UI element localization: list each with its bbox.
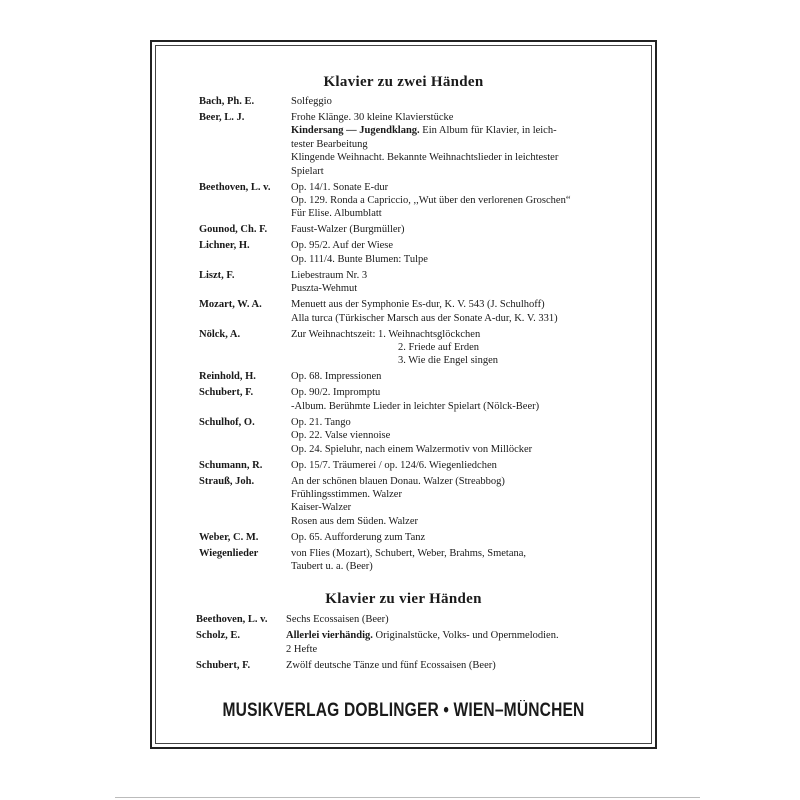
work-line [291, 312, 558, 326]
work-line [398, 354, 498, 368]
work-text: Zwölf deutsche Tänze und fünf Ecossaisen (Beer) [286, 660, 496, 671]
work-line [291, 124, 557, 138]
work-line [291, 488, 402, 502]
work-text: Faust-Walzer (Burgmüller) [291, 224, 405, 236]
work-text: Frühlingsstimmen. Walzer [291, 489, 402, 500]
work-text: Op. 68. Impressionen [291, 371, 382, 383]
work-text: Taubert u. a. (Beer) [291, 561, 373, 573]
composer-name: Wiegenlieder [199, 547, 259, 559]
work-text: Puszta-Wehmut [291, 283, 358, 295]
work-text: tester Bearbeitung [291, 138, 368, 150]
work-text: Liebestraum Nr. 3 [291, 269, 368, 281]
work-text: Ein Album für Klavier, in leich- [419, 125, 557, 137]
work-line [291, 253, 428, 267]
work-text: Op. 15/7. Träumerei / op. 124/6. Wiegenliedchen [291, 459, 497, 471]
work-text: Op. 21. Tango [291, 416, 351, 428]
composer-name: Nölck, A. [199, 328, 241, 340]
work-line [291, 207, 382, 221]
work-line [291, 298, 545, 312]
publisher-footer: MUSIKVERLAG DOBLINGER • WIEN–MÜNCHEN [222, 700, 585, 721]
work-line [291, 416, 351, 430]
composer-name: Lichner, H. [199, 240, 250, 252]
work-text: Für Elise. Albumblatt [291, 208, 382, 220]
work-text: Op. 129. Ronda a Capriccio, ,,Wut über den verlorenen Groschen“ [291, 195, 571, 206]
work-text: Op. 95/2. Auf der Wiese [291, 240, 394, 252]
work-line [286, 643, 317, 657]
composer-name: Schubert, F. [199, 387, 254, 399]
work-line [286, 613, 389, 627]
work-text: Op. 14/1. Sonate E-dur [291, 181, 389, 193]
composer-name: Bach, Ph. E. [199, 96, 255, 107]
work-text: Solfeggio [291, 96, 332, 107]
work-text: Sechs Ecossaisen (Beer) [286, 614, 389, 625]
work-line [291, 475, 505, 489]
work-text: Op. 90/2. Impromptu [291, 387, 381, 399]
work-line [291, 95, 332, 109]
work-line [291, 269, 367, 283]
work-line [291, 386, 380, 400]
work-line [291, 560, 373, 574]
composer-name: Mozart, W. A. [199, 299, 262, 311]
work-line [291, 547, 526, 561]
work-text: Alla turca (Türkischer Marsch aus der Sonate A-dur, K. V. 331) [291, 312, 558, 324]
work-text: Spielart [291, 165, 324, 177]
work-text: Menuett aus der Symphonie Es-dur, K. V. 543 (J. Schulhoff) [291, 299, 545, 311]
composer-name: Gounod, Ch. F. [199, 224, 268, 236]
work-line [291, 443, 532, 457]
composer-name: Beer, L. J. [199, 112, 245, 123]
work-line [291, 459, 497, 473]
work-title-bold: Kindersang — Jugendklang. [291, 125, 420, 137]
composer-name: Weber, C. M. [199, 531, 259, 543]
work-text: Klingende Weihnacht. Bekannte Weihnachtslieder in leichtester [291, 152, 559, 164]
work-line [291, 400, 539, 414]
work-text: Frohe Klänge. 30 kleine Klavierstücke [291, 112, 454, 123]
composer-name: Reinhold, H. [199, 371, 256, 383]
work-line [291, 282, 357, 296]
composer-name: Schubert, F. [196, 660, 251, 671]
composer-name: Beethoven, L. v. [199, 181, 271, 193]
work-line [291, 223, 405, 237]
work-line [291, 328, 480, 342]
work-line [291, 515, 418, 529]
work-text: Op. 22. Valse viennoise [291, 430, 391, 442]
work-line [291, 181, 388, 195]
work-line [291, 151, 558, 165]
work-text: Op. 111/4. Bunte Blumen: Tulpe [291, 253, 428, 265]
composer-name: Scholz, E. [196, 630, 241, 642]
work-text: Op. 24. Spieluhr, nach einem Walzermotiv von Millöcker [291, 443, 533, 455]
composer-name: Schulhof, O. [199, 416, 255, 428]
work-text: Op. 65. Aufforderung zum Tanz [291, 531, 426, 543]
work-line [286, 659, 496, 673]
work-line [286, 629, 559, 643]
work-line [398, 341, 479, 355]
work-text: -Album. Berühmte Lieder in leichter Spielart (Nölck-Beer) [291, 400, 540, 412]
composer-name: Strauß, Joh. [199, 475, 255, 487]
work-line [291, 165, 324, 179]
bottom-rule [115, 797, 700, 798]
work-text: 3. Wie die Engel singen [398, 355, 498, 367]
section-title-two-hands: Klavier zu zwei Händen [323, 74, 484, 90]
composer-name: Beethoven, L. v. [196, 614, 268, 625]
work-text: Zur Weihnachtszeit: 1. Weihnachtsglöckchen [291, 328, 481, 340]
composer-name: Schumann, R. [199, 459, 263, 471]
work-line [291, 370, 381, 384]
work-text: Originalstücke, Volks- und Opernmelodien. [372, 630, 559, 642]
work-line [291, 531, 425, 545]
section-title-four-hands: Klavier zu vier Händen [325, 591, 482, 607]
work-text: 2. Friede auf Erden [398, 342, 480, 353]
work-line [291, 138, 368, 152]
work-line [291, 111, 453, 125]
work-text: von Flies (Mozart), Schubert, Weber, Brahms, Smetana, [291, 547, 527, 559]
work-title-bold: Allerlei vierhändig. [286, 630, 373, 642]
work-line [291, 429, 390, 443]
work-line [291, 194, 571, 208]
work-line [291, 239, 393, 253]
work-text: Rosen aus dem Süden. Walzer [291, 515, 418, 527]
work-text: 2 Hefte [286, 643, 318, 655]
work-line [291, 501, 351, 515]
composer-name: Liszt, F. [199, 269, 235, 281]
work-text: Kaiser-Walzer [291, 502, 352, 514]
work-text: An der schönen blauen Donau. Walzer (Streabbog) [291, 475, 505, 487]
